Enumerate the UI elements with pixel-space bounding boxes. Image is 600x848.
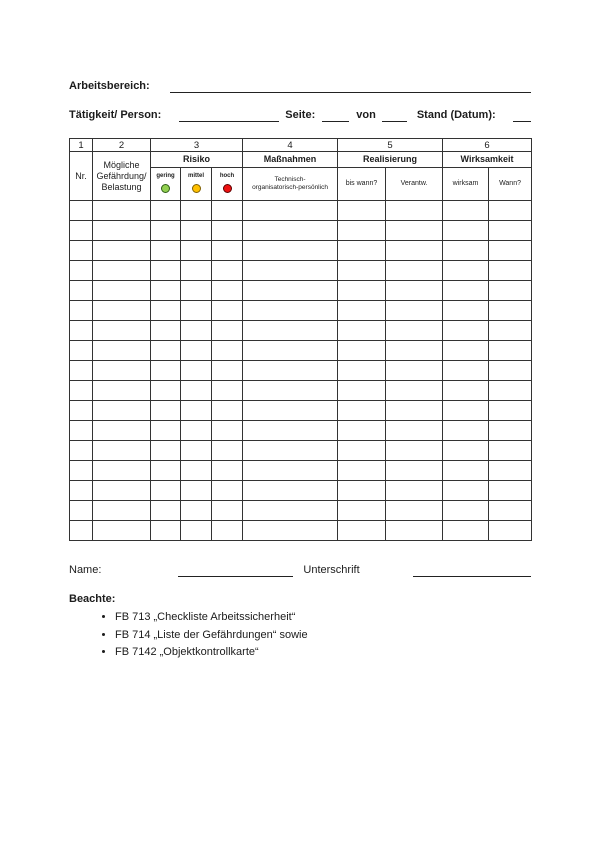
empty-cell[interactable]: [93, 341, 151, 361]
empty-cell[interactable]: [93, 261, 151, 281]
empty-cell[interactable]: [212, 501, 243, 521]
wann-header: Wann?: [489, 168, 532, 201]
group-header-row: [70, 152, 532, 168]
empty-cell[interactable]: [338, 421, 386, 441]
empty-cell[interactable]: [243, 301, 338, 321]
nr-header: Nr.: [70, 152, 93, 201]
empty-cell[interactable]: [181, 421, 212, 441]
empty-cell[interactable]: [443, 521, 489, 541]
table-row: [70, 321, 532, 341]
empty-cell[interactable]: [93, 481, 151, 501]
table-row: [70, 341, 532, 361]
empty-cell[interactable]: [212, 281, 243, 301]
empty-cell[interactable]: [70, 481, 93, 501]
empty-cell[interactable]: [489, 301, 532, 321]
unterschrift-input-line[interactable]: [413, 564, 531, 577]
empty-cell[interactable]: [93, 281, 151, 301]
table-row: [70, 261, 532, 281]
risiko-gering-label: gering: [156, 173, 175, 179]
empty-cell[interactable]: [70, 241, 93, 261]
empty-cell[interactable]: [338, 361, 386, 381]
seite-label: Seite:: [285, 109, 316, 121]
empty-cell[interactable]: [93, 461, 151, 481]
empty-cell[interactable]: [181, 441, 212, 461]
empty-cell[interactable]: [386, 381, 443, 401]
empty-cell[interactable]: [70, 381, 93, 401]
verantw-header: Verantw.: [386, 168, 443, 201]
empty-cell[interactable]: [243, 281, 338, 301]
empty-cell[interactable]: [181, 201, 212, 221]
empty-cell[interactable]: [151, 501, 181, 521]
empty-cell[interactable]: [338, 301, 386, 321]
empty-cell[interactable]: [386, 321, 443, 341]
empty-cell[interactable]: [338, 281, 386, 301]
risiko-hoch-cell: [212, 168, 243, 201]
empty-cell[interactable]: [93, 501, 151, 521]
empty-cell[interactable]: [489, 201, 532, 221]
risiko-mittel-icon: [192, 184, 201, 193]
empty-cell[interactable]: [151, 461, 181, 481]
empty-cell[interactable]: [338, 261, 386, 281]
empty-cell[interactable]: [243, 341, 338, 361]
empty-cell[interactable]: [151, 481, 181, 501]
empty-cell[interactable]: [70, 401, 93, 421]
empty-cell[interactable]: [181, 261, 212, 281]
note-item-fb7142: • FB 7142 „Objektkontrollkarte“: [115, 644, 531, 662]
empty-cell[interactable]: [489, 421, 532, 441]
table-row: [70, 201, 532, 221]
empty-cell[interactable]: [489, 361, 532, 381]
risiko-gering-cell: [151, 168, 181, 201]
empty-cell[interactable]: [243, 261, 338, 281]
empty-cell[interactable]: [181, 501, 212, 521]
empty-cell[interactable]: [181, 321, 212, 341]
empty-cell[interactable]: [489, 321, 532, 341]
empty-cell[interactable]: [151, 201, 181, 221]
empty-cell[interactable]: [212, 421, 243, 441]
empty-cell[interactable]: [489, 501, 532, 521]
table-row: [70, 241, 532, 261]
arbeitsbereich-label: Arbeitsbereich:: [69, 80, 150, 92]
arbeitsbereich-row: [69, 79, 531, 93]
empty-cell[interactable]: [181, 281, 212, 301]
empty-cell[interactable]: [443, 381, 489, 401]
empty-cell[interactable]: [151, 261, 181, 281]
column-number-row: [70, 139, 532, 152]
wirksam-header: wirksam: [443, 168, 489, 201]
empty-cell[interactable]: [93, 361, 151, 381]
col-number-1: 1: [70, 139, 93, 152]
empty-cell[interactable]: [70, 281, 93, 301]
massnahmen-sub-line1: Technisch-: [274, 176, 306, 183]
table-row: [70, 421, 532, 441]
col-number-4: 4: [243, 139, 338, 152]
empty-cell[interactable]: [489, 221, 532, 241]
empty-cell[interactable]: [386, 401, 443, 421]
massnahmen-sub-header: [243, 168, 338, 201]
empty-cell[interactable]: [93, 421, 151, 441]
unterschrift-label: Unterschrift: [303, 564, 360, 576]
massnahmen-header: Maßnahmen: [243, 152, 338, 168]
empty-cell[interactable]: [243, 521, 338, 541]
empty-cell[interactable]: [151, 521, 181, 541]
empty-cell[interactable]: [212, 441, 243, 461]
empty-cell[interactable]: [243, 501, 338, 521]
empty-cell[interactable]: [181, 301, 212, 321]
empty-cell[interactable]: [443, 341, 489, 361]
empty-cell[interactable]: [443, 281, 489, 301]
empty-cell[interactable]: [243, 421, 338, 441]
table-row: [70, 401, 532, 421]
empty-cell[interactable]: [212, 521, 243, 541]
empty-cell[interactable]: [93, 201, 151, 221]
empty-cell[interactable]: [212, 401, 243, 421]
taetigkeit-person-label: Tätigkeit/ Person:: [69, 109, 162, 121]
empty-cell[interactable]: [338, 321, 386, 341]
table-row: [70, 381, 532, 401]
empty-cell[interactable]: [443, 321, 489, 341]
empty-cell[interactable]: [489, 261, 532, 281]
note-item-fb713: • FB 713 „Checkliste Arbeitssicherheit“: [115, 609, 531, 627]
empty-cell[interactable]: [151, 241, 181, 261]
empty-cell[interactable]: [243, 481, 338, 501]
empty-cell[interactable]: [70, 441, 93, 461]
empty-cell[interactable]: [212, 261, 243, 281]
empty-cell[interactable]: [386, 481, 443, 501]
empty-cell[interactable]: [181, 461, 212, 481]
risiko-mittel-cell: [181, 168, 212, 201]
risiko-header: Risiko: [151, 152, 243, 168]
table-row: [70, 481, 532, 501]
notes-list: [69, 609, 531, 662]
empty-cell[interactable]: [443, 201, 489, 221]
empty-cell[interactable]: [181, 481, 212, 501]
empty-cell[interactable]: [489, 381, 532, 401]
table-row: [70, 441, 532, 461]
table-body: [70, 201, 532, 541]
empty-cell[interactable]: [181, 341, 212, 361]
taetigkeit-input-line[interactable]: [179, 109, 279, 122]
empty-cell[interactable]: [151, 301, 181, 321]
empty-cell[interactable]: [386, 421, 443, 441]
empty-cell[interactable]: [443, 221, 489, 241]
taetigkeit-row: [69, 108, 531, 122]
arbeitsbereich-input-line[interactable]: [170, 80, 531, 93]
empty-cell[interactable]: [70, 501, 93, 521]
empty-cell[interactable]: [151, 341, 181, 361]
von-label: von: [356, 109, 376, 121]
empty-cell[interactable]: [93, 301, 151, 321]
empty-cell[interactable]: [93, 381, 151, 401]
note-item-fb714: • FB 714 „Liste der Gefährdungen“ sowie: [115, 627, 531, 645]
empty-cell[interactable]: [70, 521, 93, 541]
empty-cell[interactable]: [151, 221, 181, 241]
empty-cell[interactable]: [243, 241, 338, 261]
empty-cell[interactable]: [386, 301, 443, 321]
empty-cell[interactable]: [386, 441, 443, 461]
empty-cell[interactable]: [70, 261, 93, 281]
empty-cell[interactable]: [151, 381, 181, 401]
risiko-hoch-label: hoch: [219, 173, 235, 179]
empty-cell[interactable]: [93, 441, 151, 461]
empty-cell[interactable]: [181, 221, 212, 241]
table-row: [70, 221, 532, 241]
empty-cell[interactable]: [70, 361, 93, 381]
empty-cell[interactable]: [338, 521, 386, 541]
empty-cell[interactable]: [338, 381, 386, 401]
empty-cell[interactable]: [386, 361, 443, 381]
empty-cell[interactable]: [443, 241, 489, 261]
empty-cell[interactable]: [70, 301, 93, 321]
empty-cell[interactable]: [181, 241, 212, 261]
empty-cell[interactable]: [181, 521, 212, 541]
empty-cell[interactable]: [212, 341, 243, 361]
empty-cell[interactable]: [489, 281, 532, 301]
empty-cell[interactable]: [212, 361, 243, 381]
wirksamkeit-header: Wirksamkeit: [443, 152, 532, 168]
empty-cell[interactable]: [338, 461, 386, 481]
empty-cell[interactable]: [151, 441, 181, 461]
table-row: [70, 301, 532, 321]
col-number-6: 6: [443, 139, 532, 152]
empty-cell[interactable]: [181, 401, 212, 421]
empty-cell[interactable]: [70, 201, 93, 221]
empty-cell[interactable]: [443, 421, 489, 441]
empty-cell[interactable]: [212, 481, 243, 501]
empty-cell[interactable]: [386, 241, 443, 261]
empty-cell[interactable]: [151, 321, 181, 341]
empty-cell[interactable]: [243, 361, 338, 381]
risk-assessment-table: [69, 138, 532, 541]
table-row: [70, 361, 532, 381]
empty-cell[interactable]: [489, 521, 532, 541]
empty-cell[interactable]: [243, 441, 338, 461]
empty-cell[interactable]: [489, 401, 532, 421]
col-number-2: 2: [93, 139, 151, 152]
empty-cell[interactable]: [489, 241, 532, 261]
beachte-label: Beachte:: [69, 593, 116, 605]
empty-cell[interactable]: [243, 201, 338, 221]
risiko-mittel-label: mittel: [187, 173, 204, 179]
stand-datum-input-line[interactable]: [513, 109, 531, 122]
empty-cell[interactable]: [70, 321, 93, 341]
empty-cell[interactable]: [386, 221, 443, 241]
massnahmen-sub-line2: organisatorisch-persönlich: [252, 184, 328, 191]
empty-cell[interactable]: [386, 281, 443, 301]
seite-input-line[interactable]: [322, 109, 349, 122]
empty-cell[interactable]: [443, 301, 489, 321]
empty-cell[interactable]: [338, 481, 386, 501]
empty-cell[interactable]: [93, 241, 151, 261]
empty-cell[interactable]: [70, 421, 93, 441]
empty-cell[interactable]: [443, 361, 489, 381]
empty-cell[interactable]: [243, 401, 338, 421]
empty-cell[interactable]: [386, 341, 443, 361]
empty-cell[interactable]: [443, 441, 489, 461]
name-input-line[interactable]: [178, 564, 293, 577]
empty-cell[interactable]: [243, 321, 338, 341]
empty-cell[interactable]: [151, 361, 181, 381]
empty-cell[interactable]: [93, 221, 151, 241]
bis-wann-header: bis wann?: [338, 168, 386, 201]
empty-cell[interactable]: [70, 221, 93, 241]
table-row: [70, 521, 532, 541]
table-head-rows: [70, 139, 532, 201]
empty-cell[interactable]: [386, 521, 443, 541]
stand-datum-label: Stand (Datum):: [416, 109, 496, 121]
empty-cell[interactable]: [338, 221, 386, 241]
empty-cell[interactable]: [243, 221, 338, 241]
empty-cell[interactable]: [443, 261, 489, 281]
empty-cell[interactable]: [243, 381, 338, 401]
empty-cell[interactable]: [212, 381, 243, 401]
empty-cell[interactable]: [181, 361, 212, 381]
empty-cell[interactable]: [212, 241, 243, 261]
col-number-3: 3: [151, 139, 243, 152]
empty-cell[interactable]: [443, 501, 489, 521]
empty-cell[interactable]: [338, 401, 386, 421]
empty-cell[interactable]: [151, 281, 181, 301]
empty-cell[interactable]: [489, 341, 532, 361]
empty-cell[interactable]: [212, 201, 243, 221]
empty-cell[interactable]: [386, 501, 443, 521]
empty-cell[interactable]: [212, 301, 243, 321]
empty-cell[interactable]: [386, 201, 443, 221]
empty-cell[interactable]: [212, 321, 243, 341]
empty-cell[interactable]: [151, 401, 181, 421]
empty-cell[interactable]: [338, 201, 386, 221]
empty-cell[interactable]: [338, 501, 386, 521]
von-input-line[interactable]: [382, 109, 407, 122]
col-number-5: 5: [338, 139, 443, 152]
empty-cell[interactable]: [212, 461, 243, 481]
empty-cell[interactable]: [489, 461, 532, 481]
empty-cell[interactable]: [338, 241, 386, 261]
risiko-gering-icon: [161, 184, 170, 193]
empty-cell[interactable]: [212, 221, 243, 241]
empty-cell[interactable]: [386, 461, 443, 481]
empty-cell[interactable]: [70, 461, 93, 481]
empty-cell[interactable]: [338, 341, 386, 361]
empty-cell[interactable]: [243, 461, 338, 481]
table-row: [70, 281, 532, 301]
empty-cell[interactable]: [443, 401, 489, 421]
risiko-hoch-icon: [223, 184, 232, 193]
empty-cell[interactable]: [338, 441, 386, 461]
empty-cell[interactable]: [489, 441, 532, 461]
empty-cell[interactable]: [489, 481, 532, 501]
empty-cell[interactable]: [93, 521, 151, 541]
empty-cell[interactable]: [443, 481, 489, 501]
name-label: Name:: [69, 564, 102, 576]
empty-cell[interactable]: [151, 421, 181, 441]
empty-cell[interactable]: [93, 401, 151, 421]
gefaehrdung-header: Mögliche Gefährdung/ Belastung: [93, 152, 151, 201]
signature-row: [69, 563, 531, 577]
empty-cell[interactable]: [93, 321, 151, 341]
empty-cell[interactable]: [386, 261, 443, 281]
empty-cell[interactable]: [70, 341, 93, 361]
table-row: [70, 461, 532, 481]
realisierung-header: Realisierung: [338, 152, 443, 168]
empty-cell[interactable]: [181, 381, 212, 401]
notes-section: [69, 592, 531, 662]
table-row: [70, 501, 532, 521]
empty-cell[interactable]: [443, 461, 489, 481]
